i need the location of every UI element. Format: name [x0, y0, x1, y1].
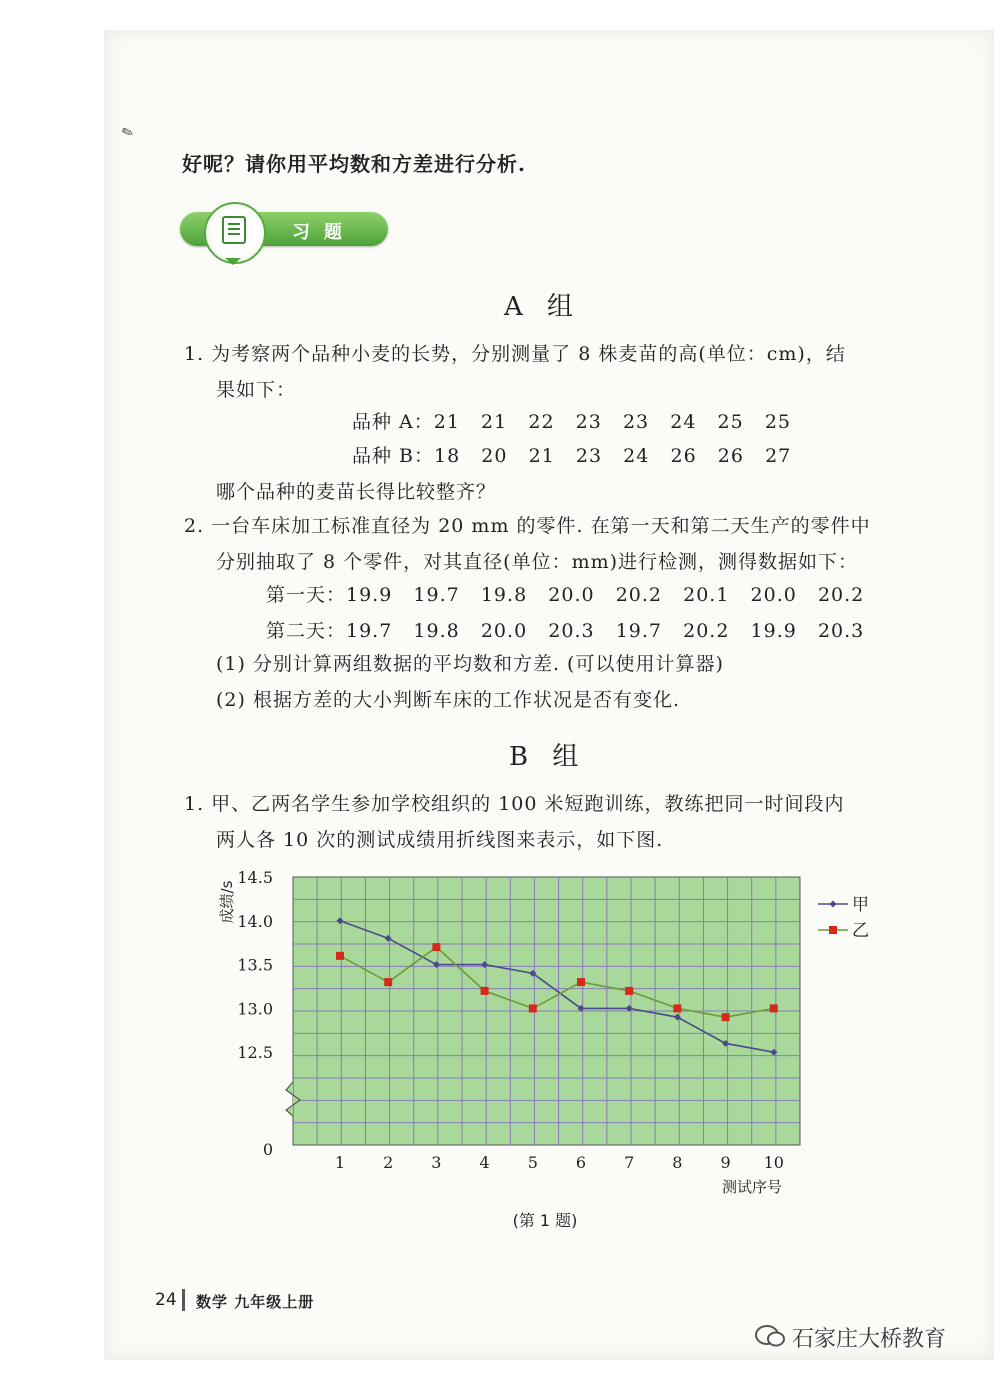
qa2-sub1: (1) 分别计算两组数据的平均数和方差. (可以使用计算器)	[216, 653, 724, 675]
legend-marker-jia	[830, 901, 837, 908]
footer-title: 数学 九年级上册	[196, 1293, 315, 1311]
qa2-day2: 第二天：19.7 19.8 20.0 20.3 19.7 20.2 19.9 20.3	[266, 620, 865, 642]
x-tick-labels	[335, 1153, 784, 1172]
point-yi	[673, 1004, 681, 1012]
exercise-banner	[180, 208, 390, 250]
x-tick-label: 7	[624, 1153, 635, 1172]
qa1-question: 哪个品种的麦苗长得比较整齐？	[216, 481, 497, 503]
decorative-mark: ✎	[119, 123, 137, 143]
y-tick-label: 0	[262, 1140, 273, 1159]
point-yi	[432, 943, 440, 951]
legend-label: 乙	[852, 921, 869, 941]
qa2-day1: 第一天：19.9 19.7 19.8 20.0 20.2 20.1 20.0 20.2	[266, 584, 865, 606]
qa1-line2: 果如下：	[216, 379, 297, 401]
wechat-icon	[754, 1324, 786, 1348]
qb1-line1: 1. 甲、乙两名学生参加学校组织的 100 米短跑训练，教练把同一时间段内	[184, 793, 845, 815]
qa2-sub2: (2) 根据方差的大小判断车床的工作状况是否有变化.	[216, 689, 680, 711]
point-yi	[722, 1013, 730, 1021]
qa2-line2: 分别抽取了 8 个零件，对其直径(单位：mm)进行检测，测得数据如下：	[216, 551, 859, 573]
y-tick-label: 14.0	[237, 911, 273, 931]
y-tick-label: 12.5	[237, 1043, 273, 1063]
notepad-icon	[222, 216, 246, 244]
point-yi	[770, 1004, 778, 1012]
point-yi	[625, 987, 633, 995]
legend-marker-yi	[829, 926, 837, 934]
qa2-line1: 2. 一台车床加工标准直径为 20 mm 的零件. 在第一天和第二天生产的零件中	[184, 515, 871, 537]
y-axis-label: 成绩/s	[218, 880, 236, 924]
y-tick-labels	[237, 868, 273, 1159]
line-chart	[200, 860, 900, 1260]
point-yi	[577, 978, 585, 986]
x-tick-label: 9	[720, 1153, 731, 1172]
legend	[818, 895, 869, 941]
x-axis-label: 测试序号	[721, 1178, 783, 1196]
x-tick-label: 8	[672, 1153, 683, 1172]
x-tick-label: 2	[383, 1153, 394, 1172]
banner-pointer	[225, 258, 241, 265]
point-yi	[481, 987, 489, 995]
point-yi	[384, 978, 392, 986]
page-number: 24	[155, 1290, 177, 1310]
chart-caption: (第 1 题)	[512, 1211, 578, 1230]
qa1-row-b: 品种 B：18 20 21 23 24 26 26 27	[352, 445, 792, 467]
qb1-line2: 两人各 10 次的测试成绩用折线图来表示，如下图.	[216, 829, 664, 851]
intro-line: 好呢？请你用平均数和方差进行分析.	[182, 152, 526, 176]
x-tick-label: 6	[575, 1153, 587, 1172]
qa1-row-a: 品种 A：21 21 22 23 23 24 25 25	[352, 411, 792, 433]
point-yi	[529, 1004, 537, 1012]
group-b-heading: B 组	[509, 742, 587, 772]
group-a-heading: A 组	[504, 292, 582, 322]
y-tick-label: 13.5	[237, 955, 273, 975]
y-tick-label: 13.0	[237, 999, 273, 1019]
x-tick-label: 4	[479, 1153, 490, 1172]
footer-divider	[182, 1289, 185, 1311]
legend-label: 甲	[852, 895, 869, 915]
x-tick-label: 5	[527, 1153, 538, 1172]
banner-label: 习题	[292, 222, 356, 243]
watermark-text: 石家庄大桥教育	[792, 1327, 947, 1352]
qa1-line1: 1. 为考察两个品种小麦的长势，分别测量了 8 株麦苗的高(单位：cm)，结	[184, 343, 846, 365]
y-tick-label: 14.5	[237, 868, 273, 887]
x-tick-label: 10	[763, 1153, 784, 1172]
x-tick-label: 1	[334, 1153, 346, 1172]
point-yi	[336, 952, 344, 960]
x-tick-label: 3	[431, 1153, 442, 1172]
